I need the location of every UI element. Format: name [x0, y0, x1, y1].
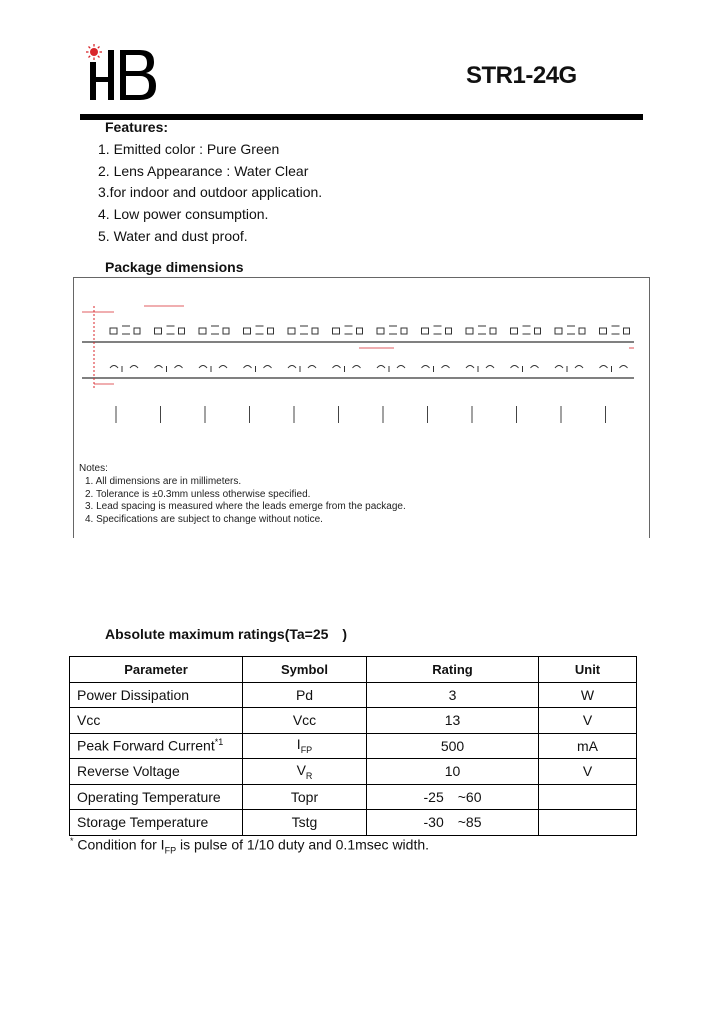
note-item: 1. All dimensions are in millimeters. [85, 476, 242, 487]
rating-cell: 3 [367, 682, 539, 708]
led-module-bottom [377, 366, 405, 373]
feature-item: 5. Water and dust proof. [98, 227, 248, 244]
symbol-text: V [296, 761, 306, 778]
table-row [70, 759, 637, 785]
table-row [70, 682, 637, 708]
led-module-top [199, 326, 229, 334]
footnote-text: Condition for I [73, 836, 165, 853]
param-text: Peak Forward Current [77, 738, 215, 755]
led-module-bottom [199, 366, 227, 373]
unit-cell [539, 784, 637, 810]
led-module-bottom [511, 366, 539, 373]
note-item: 2. Tolerance is ±0.3mm unless otherwise specified. [85, 488, 311, 500]
led-module-bottom [288, 366, 316, 373]
feature-item: 1. Emitted color : Pure Green [98, 141, 280, 157]
package-drawing [74, 278, 649, 463]
unit-cell: mA [539, 733, 637, 759]
feature-item: 2. Lens Appearance : Water Clear [98, 162, 309, 179]
col-header-unit: Unit [539, 657, 637, 683]
note-item: 4. Specifications are subject to change without notice. [85, 513, 323, 525]
footnote-ref: *1 [214, 737, 224, 748]
unit-cell [539, 810, 637, 836]
led-module-top [600, 326, 630, 334]
led-module-bottom [422, 366, 450, 373]
led-module-top [555, 326, 585, 334]
led-module-top [511, 326, 541, 334]
logo-sun-icon [86, 44, 102, 60]
symbol-cell [243, 759, 367, 785]
ratings-table [69, 656, 637, 836]
symbol-cell: Vcc [243, 708, 367, 734]
unit-cell: W [539, 682, 637, 708]
ratings-footnote [70, 836, 429, 855]
param-cell: Operating Temperature [70, 784, 243, 810]
led-module-bottom [333, 366, 361, 373]
led-module-top [422, 326, 452, 334]
part-number: STR1-24G [466, 62, 577, 89]
table-row [70, 784, 637, 810]
led-module-top [466, 326, 496, 334]
table-header-row [70, 657, 637, 683]
param-cell: Reverse Voltage [70, 759, 243, 785]
feature-item: 4. Low power consumption. [98, 206, 269, 223]
led-module-bottom [600, 366, 628, 373]
features-title: Features: [105, 119, 169, 135]
led-module-top [110, 326, 140, 334]
rating-cell: 13 [367, 708, 539, 734]
rating-cell: -25 ~60 [367, 784, 539, 810]
company-logo [84, 44, 164, 102]
notes-title: Notes: [79, 463, 108, 474]
symbol-text: I [296, 736, 301, 753]
package-dimensions-title: Package dimensions [105, 259, 244, 275]
led-module-bottom [555, 366, 583, 373]
symbol-subscript: FP [300, 745, 313, 756]
led-module-top [377, 326, 407, 334]
led-module-top [333, 326, 363, 334]
led-module-top [155, 326, 185, 334]
col-header-symbol: Symbol [243, 657, 367, 683]
param-cell: Vcc [70, 708, 243, 734]
symbol-cell: Tstg [243, 810, 367, 836]
led-module-top [244, 326, 274, 334]
param-cell [70, 733, 243, 759]
led-module-bottom [244, 366, 272, 373]
table-row [70, 733, 637, 759]
col-header-rating: Rating [367, 657, 539, 683]
footnote-tail: is pulse of 1/10 duty and 0.1msec width. [176, 836, 430, 853]
rating-cell: 500 [367, 733, 539, 759]
package-drawing-frame [73, 277, 650, 538]
feature-list [98, 139, 322, 247]
symbol-subscript: R [305, 770, 313, 781]
led-module-top [288, 326, 318, 334]
ratings-title: Absolute maximum ratings(Ta=25 ) [105, 626, 348, 642]
table-row [70, 708, 637, 734]
note-item: 3. Lead spacing is measured where the leads emerge from the package. [85, 501, 406, 513]
rating-cell: 10 [367, 759, 539, 785]
param-cell: Storage Temperature [70, 810, 243, 836]
unit-cell: V [539, 708, 637, 734]
symbol-cell [243, 733, 367, 759]
led-module-bottom [155, 366, 183, 373]
footnote-subscript: FP [164, 845, 177, 856]
feature-item: 3.for indoor and outdoor application. [98, 184, 323, 201]
symbol-cell: Topr [243, 784, 367, 810]
symbol-cell: Pd [243, 682, 367, 708]
unit-cell: V [539, 759, 637, 785]
package-notes [79, 463, 406, 526]
param-cell: Power Dissipation [70, 682, 243, 708]
col-header-parameter: Parameter [70, 657, 243, 683]
rating-cell: -30 ~85 [367, 810, 539, 836]
table-row [70, 810, 637, 836]
led-module-bottom [110, 366, 138, 373]
footnote-mark: * [70, 836, 74, 846]
led-module-bottom [466, 366, 494, 373]
